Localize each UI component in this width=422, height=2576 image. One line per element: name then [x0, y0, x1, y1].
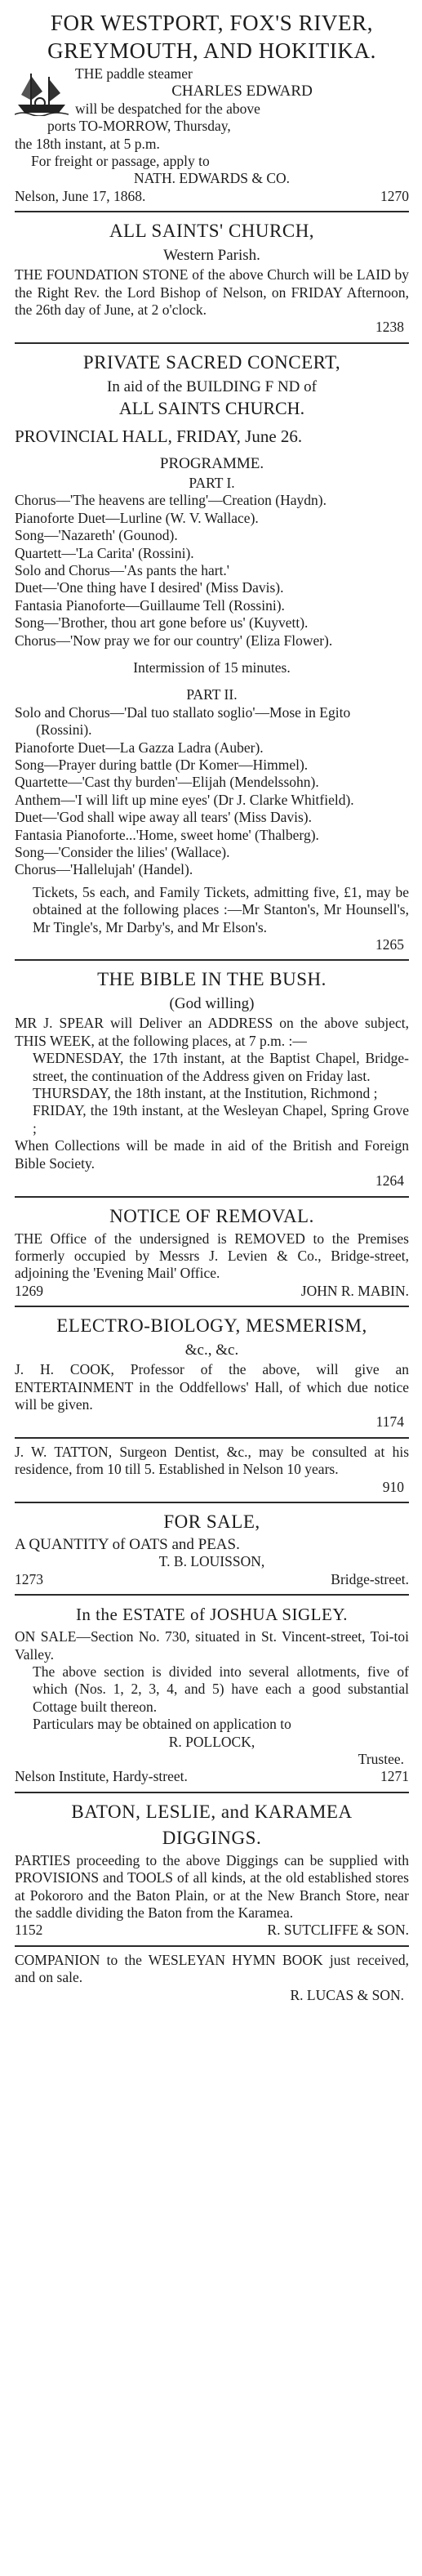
diggings-heading-2: DIGGINGS. [162, 1827, 262, 1848]
sale-text: A QUANTITY of OATS and PEAS. [15, 1535, 240, 1553]
electro-advertisement [15, 1307, 409, 1439]
removal-heading: NOTICE OF REMOVAL. [109, 1205, 314, 1226]
ship-icon [15, 67, 69, 116]
dentist-advertisement [15, 1439, 409, 1503]
sale-address: Bridge-street. [331, 1570, 409, 1587]
estate-advertisement [15, 1596, 409, 1793]
bible-closing: When Collections will be made in aid of the British and Foreign Bible Society. [15, 1137, 409, 1172]
estate-number: 1271 [380, 1768, 409, 1785]
estate-footer [15, 1768, 409, 1785]
steamer-line-1: THE paddle steamer [75, 65, 193, 82]
diggings-footer [15, 1922, 409, 1939]
steamer-date: Nelson, June 17, 1868. [15, 187, 146, 204]
programme-item: Duet—'One thing have I desired' (Miss Davis). [15, 579, 284, 596]
sale-number: 1273 [15, 1570, 43, 1587]
programme-item: Pianoforte Duet—La Gazza Ladra (Auber). [15, 739, 264, 756]
electro-text: J. H. COOK, Professor of the above, will give an ENTERTAINMENT in the Oddfellows' Hall, of which due notice will be given. [15, 1361, 409, 1413]
bible-subheading: (God willing) [169, 995, 255, 1013]
concert-venue: PROVINCIAL HALL, FRIDAY, June 26. [15, 426, 303, 446]
part-1-list [15, 492, 409, 650]
bible-place: THURSDAY, the 18th instant, at the Institution, Richmond ; [33, 1085, 378, 1102]
electro-number: 1174 [375, 1413, 404, 1431]
estate-text-2: The above section is divided into several allotments, five of which (Nos. 1, 2, 3, 4, and 5) have each a good substantial Cottage built thereon. [33, 1663, 409, 1715]
electro-heading: ELECTRO-BIOLOGY, MESMERISM, [56, 1315, 367, 1337]
hymn-text: COMPANION to the WESLEYAN HYMN BOOK just received, and on sale. [15, 1951, 409, 1986]
sale-heading: FOR SALE, [163, 1511, 260, 1532]
church-number: 1238 [375, 319, 404, 336]
removal-number: 1269 [15, 1282, 43, 1299]
sale-seller: T. B. LOUISSON, [158, 1553, 265, 1570]
steamer-heading-2: GREYMOUTH, AND HOKITIKA. [47, 38, 376, 63]
programme-item: Chorus—'The heavens are telling'—Creation (Haydn). [15, 492, 326, 509]
estate-heading: In the ESTATE of JOSHUA SIGLEY. [75, 1605, 349, 1625]
diggings-number: 1152 [15, 1922, 43, 1939]
programme-item: Solo and Chorus—'Dal tuo stallato soglio'—Mose in Egito (Rossini). [15, 703, 351, 739]
programme-item: Quartett—'La Carita' (Rossini). [15, 544, 194, 561]
programme-item: Chorus—'Now pray we for our country' (Eliza Flower). [15, 632, 333, 649]
concert-tickets: Tickets, 5s each, and Family Tickets, admitting five, £1, may be obtained at the following places :—Mr Stanton's, Mr Hounsell's, Mr Tingle's, Mr Darby's, and Mr Elson's. [33, 883, 409, 935]
steamer-details [15, 65, 409, 136]
programme-item: Song—'Consider the lilies' (Wallace). [15, 844, 230, 860]
sale-advertisement [15, 1503, 409, 1596]
electro-subheading: &c., &c. [184, 1342, 239, 1359]
steamer-advertisement [15, 3, 409, 212]
programme-item: Solo and Chorus—'As pants the hart.' [15, 561, 229, 578]
estate-title: Trustee. [358, 1751, 404, 1768]
programme-title: PROGRAMME. [159, 454, 264, 472]
church-subheading: Western Parish. [163, 247, 260, 265]
hymn-seller: R. LUCAS & SON. [290, 1986, 404, 2003]
diggings-advertisement [15, 1793, 409, 1947]
programme-item: Fantasia Pianoforte...'Home, sweet home' (Thalberg). [15, 826, 319, 843]
dentist-number: 910 [382, 1478, 404, 1495]
hymn-advertisement [15, 1947, 409, 2010]
concert-advertisement [15, 344, 409, 962]
bible-number: 1264 [375, 1172, 404, 1190]
bible-intro: MR J. SPEAR will Deliver an ADDRESS on the above subject, THIS WEEK, at the following places, at 7 p.m. :— [15, 1015, 409, 1049]
sale-footer [15, 1571, 409, 1588]
removal-signature: JOHN R. MABIN. [300, 1282, 409, 1299]
intermission: Intermission of 15 minutes. [133, 659, 291, 676]
church-heading: ALL SAINTS' CHURCH, [109, 221, 315, 242]
programme-item: Quartette—'Cast thy burden'—Elijah (Mendelssohn). [15, 774, 319, 791]
diggings-signature: R. SUTCLIFFE & SON. [267, 1922, 409, 1939]
removal-footer [15, 1283, 409, 1300]
steamer-line-5: the 18th instant, at 5 p.m. [15, 135, 160, 152]
steamer-apply: For freight or passage, apply to [31, 153, 210, 170]
church-advertisement [15, 212, 409, 344]
programme-item: Fantasia Pianoforte—Guillaume Tell (Rossini). [15, 596, 285, 614]
programme-item: Anthem—'I will lift up mine eyes' (Dr J. Clarke Whitfield). [15, 791, 354, 808]
part-2-list [15, 704, 409, 879]
programme-item: Duet—'God shall wipe away all tears' (Miss Davis). [15, 809, 313, 826]
programme-item: Pianoforte Duet—Lurline (W. V. Wallace). [15, 509, 259, 526]
dentist-text: J. W. TATTON, Surgeon Dentist, &c., may be consulted at his residence, from 10 till 5. Established in Nelson 10 years. [15, 1443, 409, 1478]
steamer-footer [15, 188, 409, 205]
estate-text-3: Particulars may be obtained on application to [33, 1716, 291, 1733]
concert-subheading-2: ALL SAINTS CHURCH. [118, 397, 305, 418]
steamer-line-3: will be despatched for the above [75, 100, 260, 117]
diggings-text: PARTIES proceeding to the above Diggings can be supplied with PROVISIONS and TOOLS of all kinds, at the old established stores at Pokororo and the Baton Plain, or at the New Branch Store, near the saddle dividing the Baton from the Karamea. [15, 1851, 409, 1922]
part-1-title: PART I. [189, 474, 235, 491]
steamer-agent: NATH. EDWARDS & CO. [133, 170, 291, 187]
removal-advertisement [15, 1198, 409, 1308]
steamer-number: 1270 [380, 187, 409, 204]
programme-item: Song—'Brother, thou art gone before us' (Kuyvett). [15, 614, 309, 632]
programme-item: Song—'Nazareth' (Gounod). [15, 527, 178, 544]
programme-item: Song—Prayer during battle (Dr Komer—Himmel). [15, 756, 309, 773]
bible-place: FRIDAY, the 19th instant, at the Wesleyan Chapel, Spring Grove ; [33, 1102, 409, 1136]
concert-subheading-1: In aid of the BUILDING F ND of [107, 377, 317, 395]
bible-advertisement [15, 961, 409, 1197]
concert-number: 1265 [375, 936, 404, 953]
part-2-title: PART II. [186, 686, 238, 703]
bible-place: WEDNESDAY, the 17th instant, at the Baptist Chapel, Bridge-street, the continuation of the Address given on Friday last. [33, 1050, 409, 1084]
removal-text: THE Office of the undersigned is REMOVED to the Premises formerly occupied by Messrs J. Levien & Co., Bridge-street, adjoining the 'Evening Mail' Office. [15, 1230, 409, 1282]
steamer-line-4: ports TO-MORROW, Thursday, [47, 118, 231, 135]
church-text: THE FOUNDATION STONE of the above Church will be LAID by the Right Rev. the Lord Bishop of Nelson, on FRIDAY Afternoon, the 26th day of June, at 2 o'clock. [15, 266, 409, 319]
programme-item: Chorus—'Hallelujah' (Handel). [15, 861, 193, 878]
estate-agent: R. POLLOCK, [168, 1733, 255, 1750]
concert-heading: PRIVATE SACRED CONCERT, [82, 351, 341, 373]
steamer-name: CHARLES EDWARD [171, 83, 313, 100]
bible-heading: THE BIBLE IN THE BUSH. [97, 969, 326, 990]
diggings-heading-1: BATON, LESLIE, and KARAMEA [71, 1801, 353, 1822]
estate-text-1: ON SALE—Section No. 730, situated in St. Vincent-street, Toi-toi Valley. [15, 1628, 409, 1663]
steamer-heading-1: FOR WESTPORT, FOX'S RIVER, [50, 11, 374, 35]
estate-address: Nelson Institute, Hardy-street. [15, 1768, 188, 1785]
